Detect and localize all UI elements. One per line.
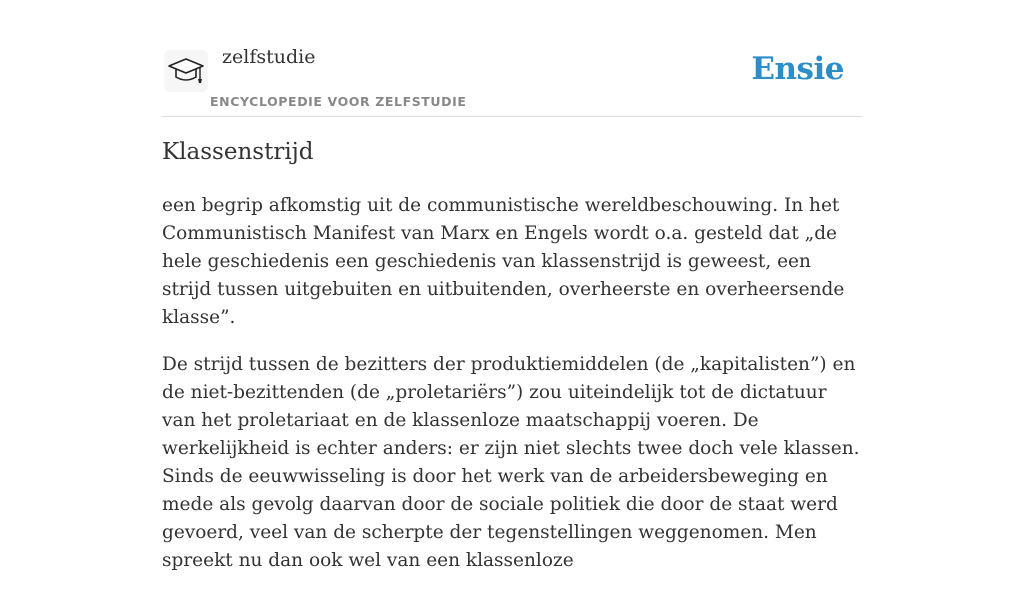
brand-logo[interactable]: Ensie	[751, 51, 844, 87]
paragraph: een begrip afkomstig uit de communistische wereldbeschouwing. In het Communistisch Manifest van Marx en Engels wordt o.a. gesteld dat „de hele geschiedenis een geschiedenis van klassenstrijd is geweest, een strijd tussen uitgebuiten en uitbuitenden, overheerste en overheersende klasse”.	[162, 195, 845, 328]
source-name[interactable]: zelfstudie	[222, 46, 316, 68]
entry-body	[162, 192, 862, 594]
graduation-cap-icon[interactable]	[164, 50, 208, 92]
page-header	[162, 0, 862, 117]
entry-page	[162, 0, 862, 571]
source-subtitle: ENCYCLOPEDIE VOOR ZELFSTUDIE	[210, 94, 467, 109]
page-title: Klassenstrijd	[162, 139, 314, 165]
paragraph: De strijd tussen de bezitters der produktiemiddelen (de „kapitalisten”) en de niet-bezittenden (de „proletariërs”) zou uiteindelijk tot de dictatuur van het proletariaat en de klassenloze maatschappij voeren. De werkelijkheid is echter anders: er zijn niet slechts twee doch vele klassen. Sinds de eeuwwisseling is door het werk van de arbeidersbeweging en mede als gevolg daarvan door de sociale politiek die door de staat werd gevoerd, veel van de scherpte der tegenstellingen weggenomen. Men spreekt nu dan ook wel van een klassenloze	[162, 354, 860, 571]
